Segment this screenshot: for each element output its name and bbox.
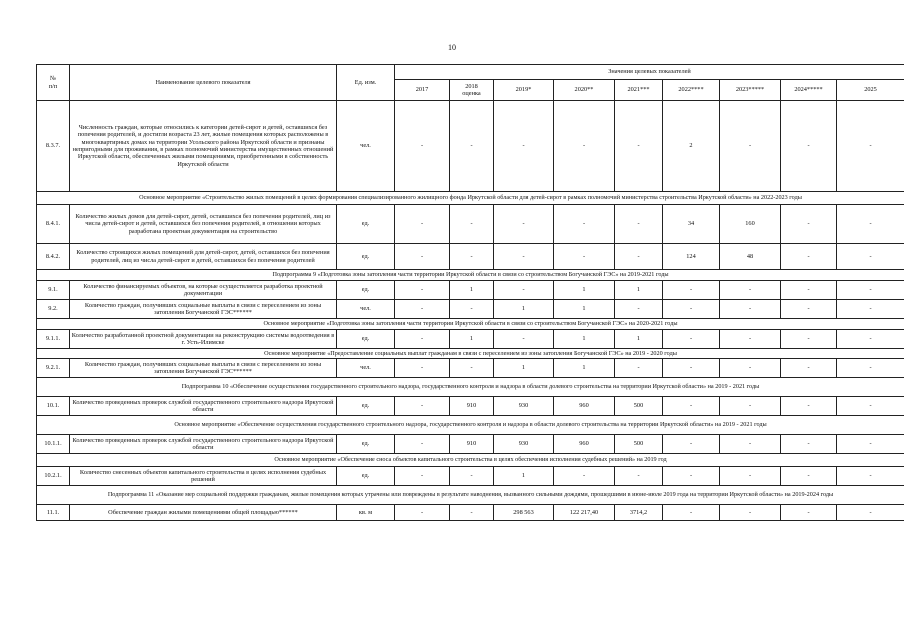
indicator-value: - <box>720 435 781 454</box>
indicator-value: - <box>615 101 663 192</box>
indicator-value: - <box>395 359 450 378</box>
indicator-unit: чел. <box>337 101 395 192</box>
row-number: 10.1. <box>37 397 70 416</box>
subprogram-title: Подпрограмма 10 «Обеспечение осуществления государственного строительного надзора, государственного контроля и надзора в области долевого строительства на территории Иркутской области» на 2019 - 2021 годы <box>37 378 904 397</box>
section-row <box>37 192 904 205</box>
header-values-group: Значения целевых показателей <box>395 65 904 80</box>
table-row <box>37 397 904 416</box>
indicator-value: - <box>554 244 615 270</box>
table-row <box>37 281 904 300</box>
indicator-value: - <box>720 467 781 486</box>
indicator-value: 1 <box>450 330 494 349</box>
row-number: 8.4.1. <box>37 205 70 244</box>
indicator-value: - <box>494 101 554 192</box>
indicator-value: - <box>395 467 450 486</box>
header-name: Наименование целевого показателя <box>70 65 337 101</box>
section-title: Основное мероприятие «Обеспечение осуществления государственного строительного надзора, государственного контроля и надзора в области долевого строительства на территории Иркутской области» на 2019 - 2021 годы <box>37 416 904 435</box>
indicator-name: Количество финансируемых объектов, на которые осуществляется разработка проектной документации <box>70 281 337 300</box>
indicator-value: 1 <box>615 281 663 300</box>
indicator-name: Обеспечение граждан жилыми помещениями общей площадью****** <box>70 505 337 521</box>
indicator-value: 124 <box>663 244 720 270</box>
row-number: 9.2. <box>37 300 70 319</box>
indicator-unit: чел. <box>337 300 395 319</box>
indicator-value: - <box>837 505 904 521</box>
row-number: 10.1.1. <box>37 435 70 454</box>
indicator-value: - <box>663 330 720 349</box>
indicator-value: - <box>450 359 494 378</box>
indicator-value: - <box>837 281 904 300</box>
indicator-value: - <box>837 435 904 454</box>
indicator-value: - <box>663 505 720 521</box>
indicator-value: - <box>615 467 663 486</box>
table-row <box>37 467 904 486</box>
indicator-name: Количество граждан, получивших социальные выплаты в связи с переселением из зоны затопления Богучанской ГЭС****** <box>70 300 337 319</box>
indicator-value: - <box>720 359 781 378</box>
indicator-value: 960 <box>554 397 615 416</box>
indicator-value: 160 <box>720 205 781 244</box>
indicator-value: - <box>450 300 494 319</box>
header-year: 2019* <box>494 80 554 101</box>
section-row <box>37 349 904 359</box>
subprogram-row <box>37 270 904 281</box>
indicator-value: 930 <box>494 397 554 416</box>
indicator-value: 298 563 <box>494 505 554 521</box>
indicator-value: 930 <box>494 435 554 454</box>
indicator-value: - <box>615 205 663 244</box>
header-year: 2022**** <box>663 80 720 101</box>
indicator-unit: ед. <box>337 281 395 300</box>
indicator-value: 1 <box>554 300 615 319</box>
indicator-value: - <box>781 330 837 349</box>
indicator-value: - <box>837 397 904 416</box>
indicator-value: - <box>663 435 720 454</box>
table-row <box>37 244 904 270</box>
indicator-name: Количество жилых домов для детей-сирот, детей, оставшихся без попечения родителей, лиц из числа детей-сирот и детей, оставшихся без попечения родителей, в отношении которых разработана проектная документация на строительство <box>70 205 337 244</box>
indicator-value: - <box>720 300 781 319</box>
indicator-value: - <box>781 300 837 319</box>
indicator-value: - <box>837 300 904 319</box>
section-title: Основное мероприятие «Подготовка зоны затопления части территории Иркутской области в связи со строительством Богучанской ГЭС» на 2020-2021 годы <box>37 319 904 330</box>
indicator-value: - <box>494 330 554 349</box>
row-number: 10.2.1. <box>37 467 70 486</box>
indicator-name: Количество граждан, получивших социальные выплаты в связи с переселением из зоны затопления Богучанской ГЭС****** <box>70 359 337 378</box>
indicator-value: - <box>720 505 781 521</box>
target-indicators-table <box>36 64 904 521</box>
indicator-value: 1 <box>554 359 615 378</box>
page-number: 10 <box>448 43 456 52</box>
indicator-name: Количество проведенных проверок службой государственного строительного надзора Иркутской области <box>70 397 337 416</box>
indicator-value: - <box>494 205 554 244</box>
indicator-value: - <box>615 244 663 270</box>
indicator-value: - <box>837 205 904 244</box>
header-year: 2021*** <box>615 80 663 101</box>
indicator-value: 48 <box>720 244 781 270</box>
indicator-value: - <box>395 397 450 416</box>
table-row <box>37 435 904 454</box>
indicator-value: 3714,2 <box>615 505 663 521</box>
indicator-value: 960 <box>554 435 615 454</box>
indicator-unit: ед. <box>337 205 395 244</box>
table-row <box>37 205 904 244</box>
indicator-value: - <box>554 101 615 192</box>
subprogram-title: Подпрограмма 11 «Оказание мер социальной поддержки гражданам, жилые помещения которых утрачены или повреждены в результате наводнения, вызванного сильными дождями, прошедшими в июне-июле 2019 года на территории Иркутской области» на 2019-2024 годы <box>37 486 904 505</box>
header-year: 2018 оценка <box>450 80 494 101</box>
indicator-value: - <box>395 205 450 244</box>
indicator-name: Численность граждан, которые относились к категории детей-сирот и детей, оставшихся без попечения родителей, и достигли возраста 23 лет, жилые помещения которых расположены в многоквартирных домах на территории Усольского района Иркутской области и признаны непригодными для проживания, в рамках полномочий министерства имущественных отношений Иркутской области, обеспеченных жилыми помещениями, приобретенными в собственность Иркутской области <box>70 101 337 192</box>
subprogram-row <box>37 486 904 505</box>
indicator-name: Количество снесенных объектов капитального строительства в целях исполнения судебных решений <box>70 467 337 486</box>
indicator-value: 500 <box>615 435 663 454</box>
indicator-value: 2 <box>663 101 720 192</box>
row-number: 9.1.1. <box>37 330 70 349</box>
indicator-value: - <box>781 359 837 378</box>
indicator-value: - <box>395 435 450 454</box>
table-row <box>37 300 904 319</box>
indicator-value: - <box>663 397 720 416</box>
header-year: 2025 <box>837 80 904 101</box>
table-row <box>37 330 904 349</box>
indicator-value: - <box>395 300 450 319</box>
indicator-value: - <box>395 505 450 521</box>
indicator-unit: ед. <box>337 397 395 416</box>
indicator-unit: ед. <box>337 435 395 454</box>
indicator-value: - <box>554 205 615 244</box>
row-number: 9.1. <box>37 281 70 300</box>
indicator-value: - <box>663 467 720 486</box>
row-number: 9.2.1. <box>37 359 70 378</box>
section-title: Основное мероприятие «Обеспечение сноса объектов капитального строительства в целях обеспечения исполнения судебных решений» на 2019 год <box>37 454 904 467</box>
indicator-value: - <box>395 281 450 300</box>
subprogram-title: Подпрограмма 9 «Подготовка зоны затопления части территории Иркутской области в связи со строительством Богучанской ГЭС» на 2019-2021 годы <box>37 270 904 281</box>
indicator-value: 1 <box>450 281 494 300</box>
indicator-value: 910 <box>450 435 494 454</box>
indicator-value: 1 <box>494 467 554 486</box>
indicator-value: 34 <box>663 205 720 244</box>
indicator-value: - <box>615 300 663 319</box>
indicator-name: Количество проведенных проверок службой государственного строительного надзора Иркутской области <box>70 435 337 454</box>
indicator-value: - <box>395 244 450 270</box>
table-row <box>37 359 904 378</box>
indicator-value: - <box>781 244 837 270</box>
section-title: Основное мероприятие «Предоставление социальных выплат гражданам в связи с переселением из зоны затопления Богучанской ГЭС» на 2019 - 2020 годы <box>37 349 904 359</box>
indicator-value: 1 <box>554 281 615 300</box>
section-row <box>37 319 904 330</box>
indicator-value: - <box>450 205 494 244</box>
section-title: Основное мероприятие «Строительство жилых помещений в целях формирования специализированного жилищного фонда Иркутской области для детей-сирот в рамках полномочий министерства строительства Иркутской области» на 2022-2023 годы <box>37 192 904 205</box>
indicator-value: 1 <box>494 359 554 378</box>
indicator-value: 910 <box>450 397 494 416</box>
indicator-value: - <box>837 467 904 486</box>
row-number: 8.4.2. <box>37 244 70 270</box>
indicator-name: Количество разработанной проектной документации на реконструкцию системы водоотведения в г. Усть-Илимске <box>70 330 337 349</box>
indicator-value: - <box>663 281 720 300</box>
header-num-text: № п/п <box>48 75 58 90</box>
indicator-value: - <box>781 101 837 192</box>
indicator-value: - <box>781 467 837 486</box>
indicator-value: - <box>781 505 837 521</box>
indicator-value: 500 <box>615 397 663 416</box>
indicator-value: - <box>837 244 904 270</box>
indicator-value: - <box>781 397 837 416</box>
header-year: 2023***** <box>720 80 781 101</box>
indicator-unit: чел. <box>337 359 395 378</box>
indicator-unit: ед. <box>337 330 395 349</box>
indicator-value: - <box>837 330 904 349</box>
indicator-value: - <box>450 244 494 270</box>
indicator-value: - <box>494 281 554 300</box>
header-unit: Ед. изм. <box>337 65 395 101</box>
indicator-value: - <box>554 467 615 486</box>
indicator-value: - <box>395 101 450 192</box>
indicator-value: - <box>781 435 837 454</box>
indicator-unit: ед. <box>337 467 395 486</box>
indicator-value: - <box>450 467 494 486</box>
table-row <box>37 101 904 192</box>
row-number: 8.3.7. <box>37 101 70 192</box>
indicator-value: - <box>837 101 904 192</box>
section-row <box>37 416 904 435</box>
indicator-value: - <box>720 101 781 192</box>
indicator-value: - <box>494 244 554 270</box>
indicator-value: - <box>781 205 837 244</box>
table-row <box>37 505 904 521</box>
indicator-unit: кв. м <box>337 505 395 521</box>
indicator-value: - <box>663 300 720 319</box>
indicator-value: - <box>720 281 781 300</box>
indicator-value: - <box>395 330 450 349</box>
indicator-value: - <box>450 505 494 521</box>
indicator-value: - <box>720 330 781 349</box>
indicator-value: 1 <box>615 330 663 349</box>
row-number: 11.1. <box>37 505 70 521</box>
indicator-value: - <box>615 359 663 378</box>
section-row <box>37 454 904 467</box>
indicator-value: - <box>663 359 720 378</box>
indicator-value: - <box>837 359 904 378</box>
indicator-value: 1 <box>554 330 615 349</box>
indicator-name: Количество строящихся жилых помещений для детей-сирот, детей, оставшихся без попечения родителей, лиц из числа детей-сирот и детей, оставшихся без попечения родителей <box>70 244 337 270</box>
subprogram-row <box>37 378 904 397</box>
indicator-value: - <box>720 397 781 416</box>
indicator-unit: ед. <box>337 244 395 270</box>
header-num <box>37 65 70 101</box>
header-year: 2017 <box>395 80 450 101</box>
header-year: 2020** <box>554 80 615 101</box>
indicator-value: - <box>781 281 837 300</box>
indicator-value: 122 217,40 <box>554 505 615 521</box>
indicator-value: - <box>450 101 494 192</box>
indicator-value: 1 <box>494 300 554 319</box>
header-year: 2024***** <box>781 80 837 101</box>
